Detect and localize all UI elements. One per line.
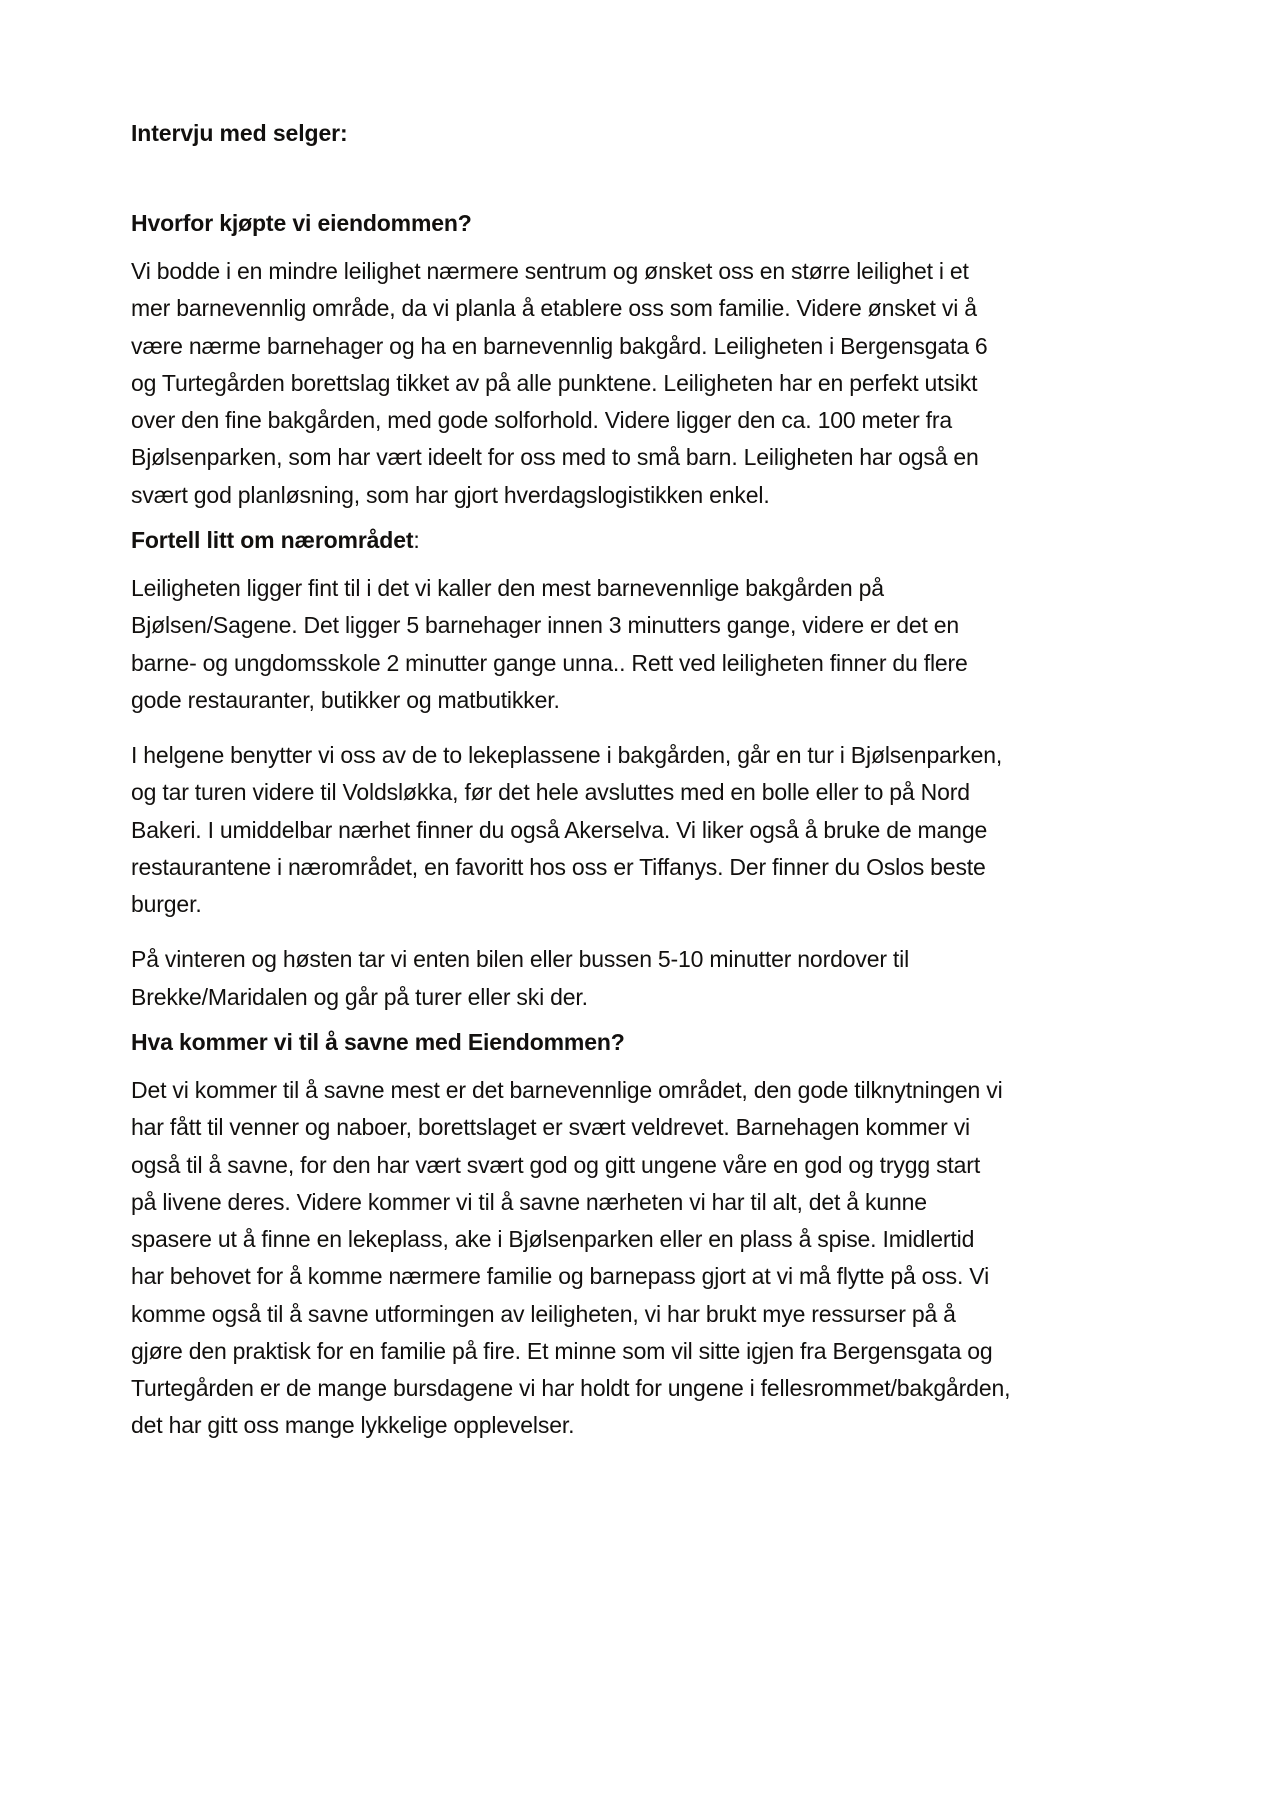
- section-will-miss: [131, 1026, 1123, 1445]
- section-heading-text: Fortell litt om nærområdet: [131, 526, 414, 553]
- page-title: Intervju med selger:: [131, 120, 348, 146]
- section-spacer: [131, 514, 1123, 524]
- paragraph: Vi bodde i en mindre leilighet nærmere sentrum og ønsket oss en større leilighet i et mer barnevennlig område, da vi planla å etablere oss som familie. Videre ønsket vi å være nærme barnehager og ha en barnevennlig bakgård. Leiligheten i Bergensgata 6 og Turtegården borettslag tikket av på alle punktene. Leiligheten har en perfekt utsikt over den fine bakgården, med gode solforhold. Videre ligger den ca. 100 meter fra Bjølsenparken, som har vært ideelt for oss med to små barn. Leiligheten har også en svært god planløsning, som har gjort hverdagslogistikken enkel.: [131, 258, 988, 508]
- paragraph: På vinteren og høsten tar vi enten bilen eller bussen 5-10 minutter nordover til Brekke/Maridalen og går på turer eller ski der.: [131, 946, 910, 1010]
- title-spacer: [131, 149, 1123, 207]
- section-heading-suffix: :: [413, 526, 420, 553]
- paragraph: Det vi kommer til å savne mest er det barnevennlige området, den gode tilknytningen vi har fått til venner og naboer, borettslaget er svært veldrevet. Barnehagen kommer vi også til å savne, for den har vært svært god og gitt ungene våre en god og trygg start på livene deres. Videre kommer vi til å savne nærheten vi har til alt, det å kunne spasere ut å finne en lekeplass, ake i Bjølsenparken eller en plass å spise. Imidlertid har behovet for å komme nærmere familie og barnepass gjort at vi må flytte på oss. Vi komme også til å savne utformingen av leiligheten, vi har brukt mye ressurser på å gjøre den praktisk for en familie på fire. Et minne som vil sitte igjen fra Bergensgata og Turtegården er de mange bursdagene vi har holdt for ungene i fellesrommet/bakgården, det har gitt oss mange lykkelige opplevelser.: [131, 1077, 1011, 1439]
- section-heading-text: Hva kommer vi til å savne med Eiendommen?: [131, 1028, 625, 1055]
- paragraph: I helgene benytter vi oss av de to lekeplassene i bakgården, går en tur i Bjølsenparken, og tar turen videre til Voldsløkka, før det hele avsluttes med en bolle eller to på Nord Bakeri. I umiddelbar nærhet finner du også Akerselva. Vi liker også å bruke de mange restaurantene i nærområdet, en favoritt hos oss er Tiffanys. Der finner du Oslos beste burger.: [131, 742, 1003, 918]
- paragraph: Leiligheten ligger fint til i det vi kaller den mest barnevennlige bakgården på Bjølsen/Sagene. Det ligger 5 barnehager innen 3 minutters gange, videre er det en barne- og ungdomsskole 2 minutter gange unna.. Rett ved leiligheten finner du flere gode restauranter, butikker og matbutikker.: [131, 575, 968, 713]
- section-heading-will-miss: [131, 1026, 1123, 1058]
- section-heading-text: Hvorfor kjøpte vi eiendommen?: [131, 210, 472, 237]
- section-heading-neighbourhood: [131, 524, 1123, 556]
- section-heading-why-bought: [131, 207, 1123, 239]
- section-why-bought: [131, 207, 1123, 514]
- section-neighbourhood: [131, 524, 1123, 1016]
- section-spacer: [131, 1016, 1123, 1026]
